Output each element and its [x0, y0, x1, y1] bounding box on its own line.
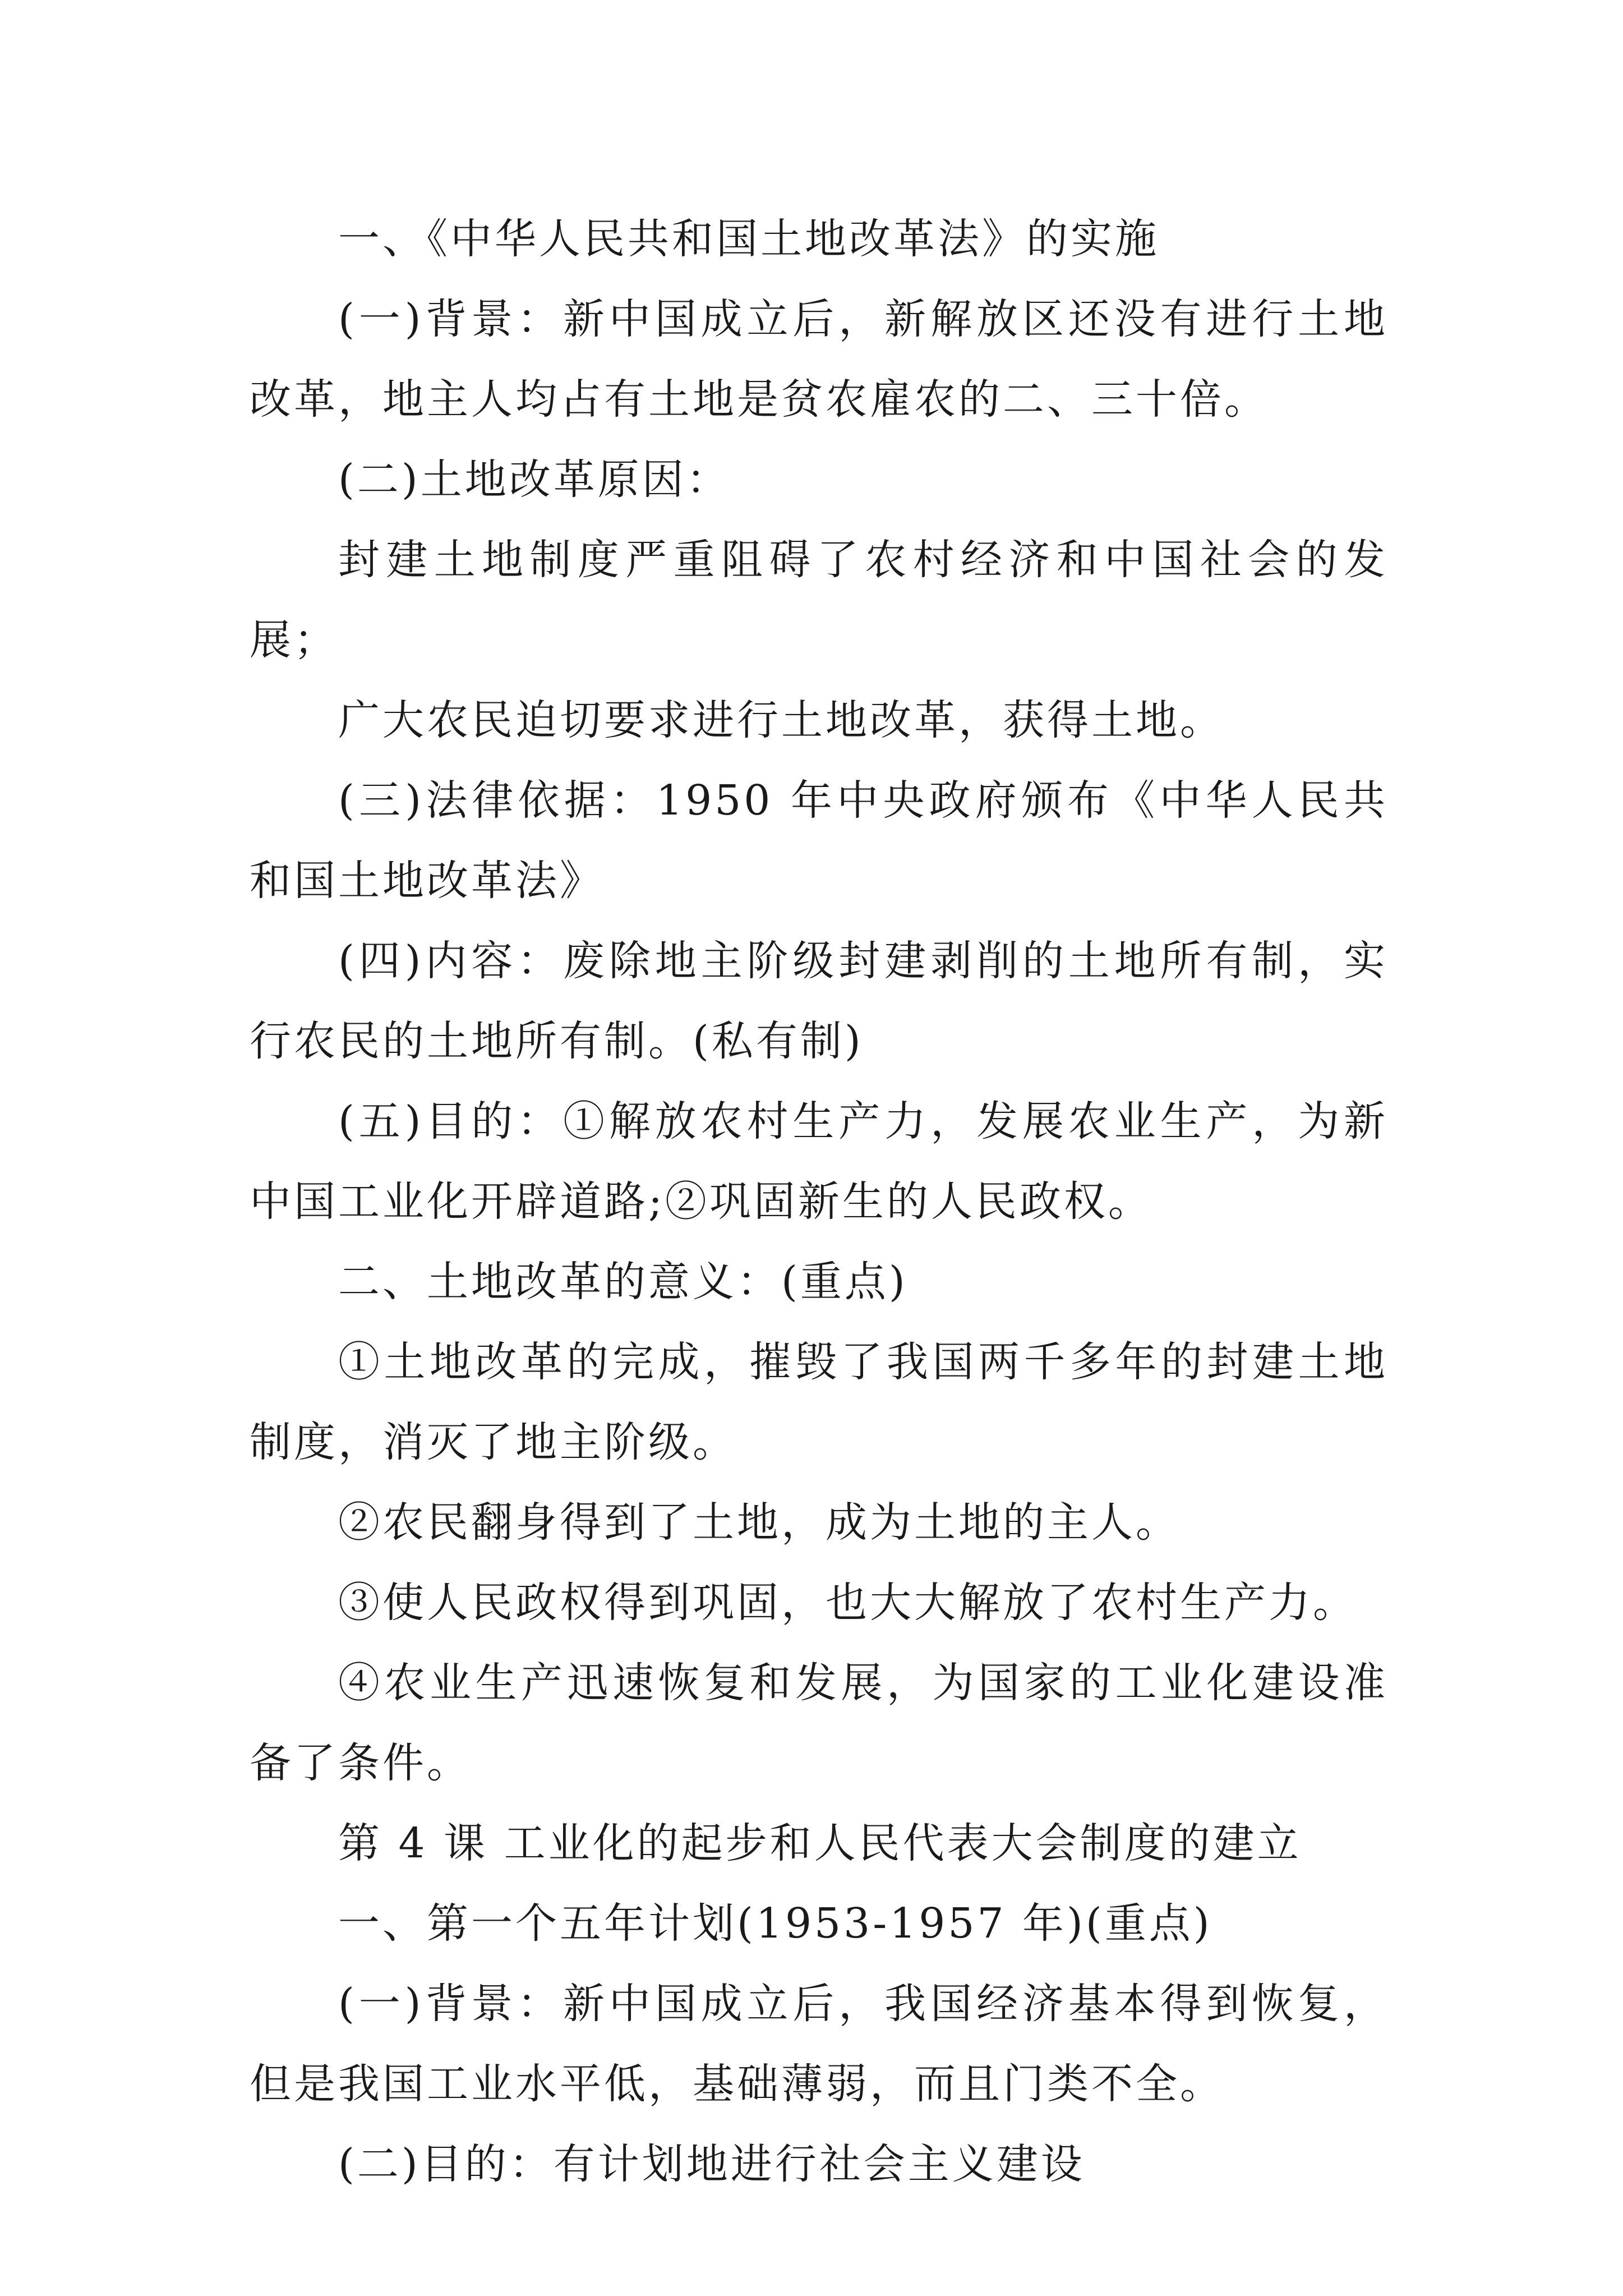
paragraph-reason-2: 广大农民迫切要求进行土地改革，获得土地。: [338, 696, 1224, 744]
paragraph-reason-heading: (二)土地改革原因：: [338, 455, 731, 504]
paragraph-significance-2: ②农民翻身得到了土地，成为土地的主人。: [338, 1498, 1180, 1547]
paragraph-purpose: (五)目的：①解放农村生产力，发展农业生产，为新中国工业化开辟道路;②巩固新生的人民政权。: [250, 1097, 1388, 1226]
document-body: [250, 199, 1388, 2205]
paragraph-plan-purpose: (二)目的：有计划地进行社会主义建设: [338, 2140, 1085, 2188]
paragraph-significance-3: ③使人民政权得到巩固，也大大解放了农村生产力。: [338, 1579, 1357, 1627]
section-heading-five-year-plan: 一、第一个五年计划(1953-1957 年)(重点): [338, 1899, 1212, 1948]
paragraph-significance-4: ④农业生产迅速恢复和发展，为国家的工业化建设准备了条件。: [250, 1659, 1388, 1787]
section-heading-land-reform-law: 一、《中华人民共和国土地改革法》的实施: [338, 215, 1159, 263]
paragraph-background: (一)背景：新中国成立后，新解放区还没有进行土地改革，地主人均占有土地是贫农雇农的二、三十倍。: [250, 295, 1388, 424]
section-heading-significance: 二、土地改革的意义：(重点): [338, 1258, 908, 1306]
paragraph-legal-basis: (三)法律依据：1950 年中央政府颁布《中华人民共和国土地改革法》: [250, 776, 1388, 905]
paragraph-significance-1: ①土地改革的完成，摧毁了我国两千多年的封建土地制度，消灭了地主阶级。: [250, 1338, 1388, 1466]
paragraph-plan-background: (一)背景：新中国成立后，我国经济基本得到恢复，但是我国工业水平低，基础薄弱，而且门类不全。: [250, 1980, 1388, 2108]
paragraph-content: (四)内容：废除地主阶级封建剥削的土地所有制，实行农民的土地所有制。(私有制): [250, 937, 1388, 1065]
paragraph-reason-1: 封建土地制度严重阻碍了农村经济和中国社会的发展；: [250, 536, 1388, 664]
lesson-title: 第 4 课 工业化的起步和人民代表大会制度的建立: [338, 1819, 1302, 1867]
